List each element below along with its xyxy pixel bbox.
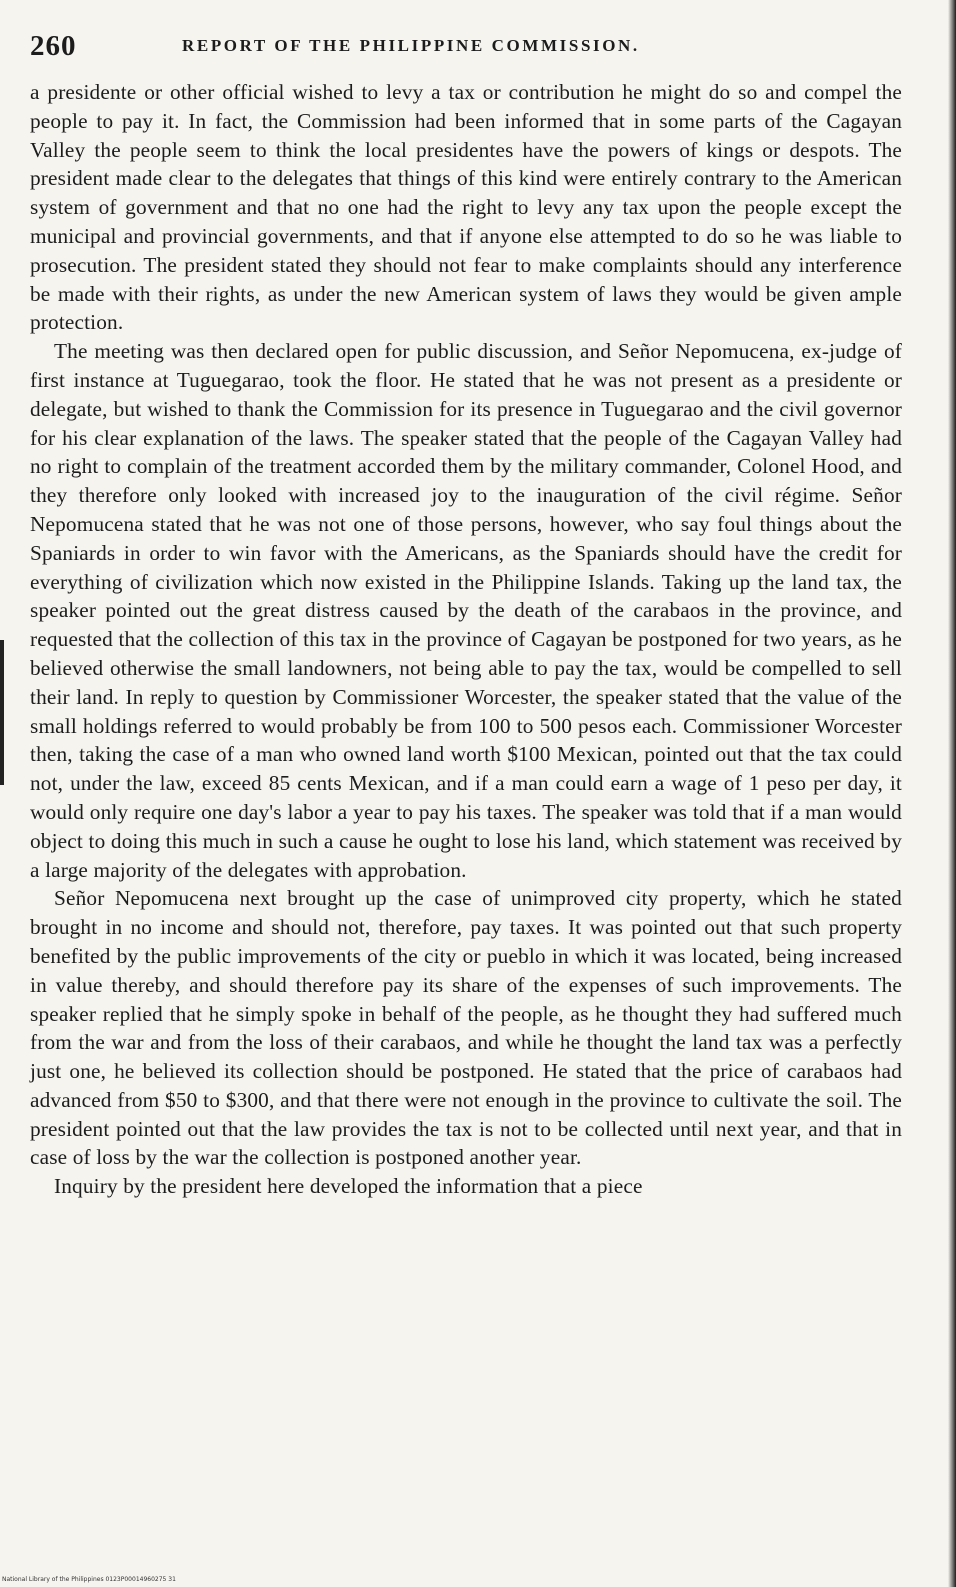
scan-credit: National Library of the Philippines 0123P00014960275 31 [2, 1576, 176, 1583]
running-head: REPORT OF THE PHILIPPINE COMMISSION. [182, 36, 640, 55]
body-text [30, 78, 902, 1201]
paragraph-continued: a presidente or other official wished to levy a tax or contribution he might do so and compel the people to pay it. In fact, the Commission had been informed that in some parts of the Cagayan Valley the people seem to think the local presidentes have the powers of kings or despots. The president made clear to the delegates that things of this kind were entirely contrary to the American system of government and that no one had the right to levy any tax upon the people except the municipal and provincial governments, and that if anyone else attempted to do so he was liable to prosecution. The president stated they should not fear to make complaints should any interference be made with their rights, as under the new American system of laws they would be given ample protection. [30, 80, 902, 335]
scan-page-edge [948, 0, 956, 1587]
paragraph: Inquiry by the president here developed the information that a piece [54, 1174, 643, 1199]
page-header [30, 30, 910, 70]
page-number: 260 [30, 30, 77, 62]
paragraph: The meeting was then declared open for public discussion, and Señor Nepomucena, ex-judge of first instance at Tuguegarao, took the floor. He stated that he was not present as a presidente or delegate, but wished to thank the Commission for its presence in Tuguegarao and the civil governor for his clear explanation of the laws. The speaker stated that the people of the Cagayan Valley had no right to complain of the treatment accorded them by the military commander, Colonel Hood, and they therefore only looked with increased joy to the inauguration of the civil régime. Señor Nepomucena stated that he was not one of those persons, however, who say foul things about the Spaniards in order to win favor with the Americans, as the Spaniards should have the credit for everything of civilization which now existed in the Philippine Islands. Taking up the land tax, the speaker pointed out the great distress caused by the death of the carabaos in the province, and requested that the collection of this tax in the province of Cagayan be postponed for two years, as he believed otherwise the small landowners, not being able to pay the tax, would be compelled to sell their land. In reply to question by Commissioner Worcester, the speaker stated that the value of the small holdings referred to would probably be from 100 to 500 pesos each. Commissioner Worcester then, taking the case of a man who owned land worth $100 Mexican, pointed out that the tax could not, under the law, exceed 85 cents Mexican, and if a man could earn a wage of 1 peso per day, it would only require one day's labor a year to pay his taxes. The speaker was told that if a man would object to doing this much in such a cause he ought to lose his land, which statement was received by a large majority of the delegates with approbation. [30, 339, 902, 882]
paragraph: Señor Nepomucena next brought up the case of unimproved city property, which he stated brought in no income and should not, therefore, pay taxes. It was pointed out that such property benefited by the public improvements of the city or pueblo in which it was located, being increased in value thereby, and should therefore pay its share of the expenses of such improvements. The speaker replied that he simply spoke in behalf of the people, as he thought they had suffered much from the war and from the loss of their carabaos, and while he thought the land tax was a perfectly just one, he believed its collection should be postponed. He stated that the price of carabaos had advanced from $50 to $300, and that there were not enough in the province to cultivate the soil. The president pointed out that the law provides the tax is not to be collected until next year, and that in case of loss by the war the collection is postponed another year. [30, 886, 902, 1170]
scan-binding-mark [0, 640, 4, 785]
